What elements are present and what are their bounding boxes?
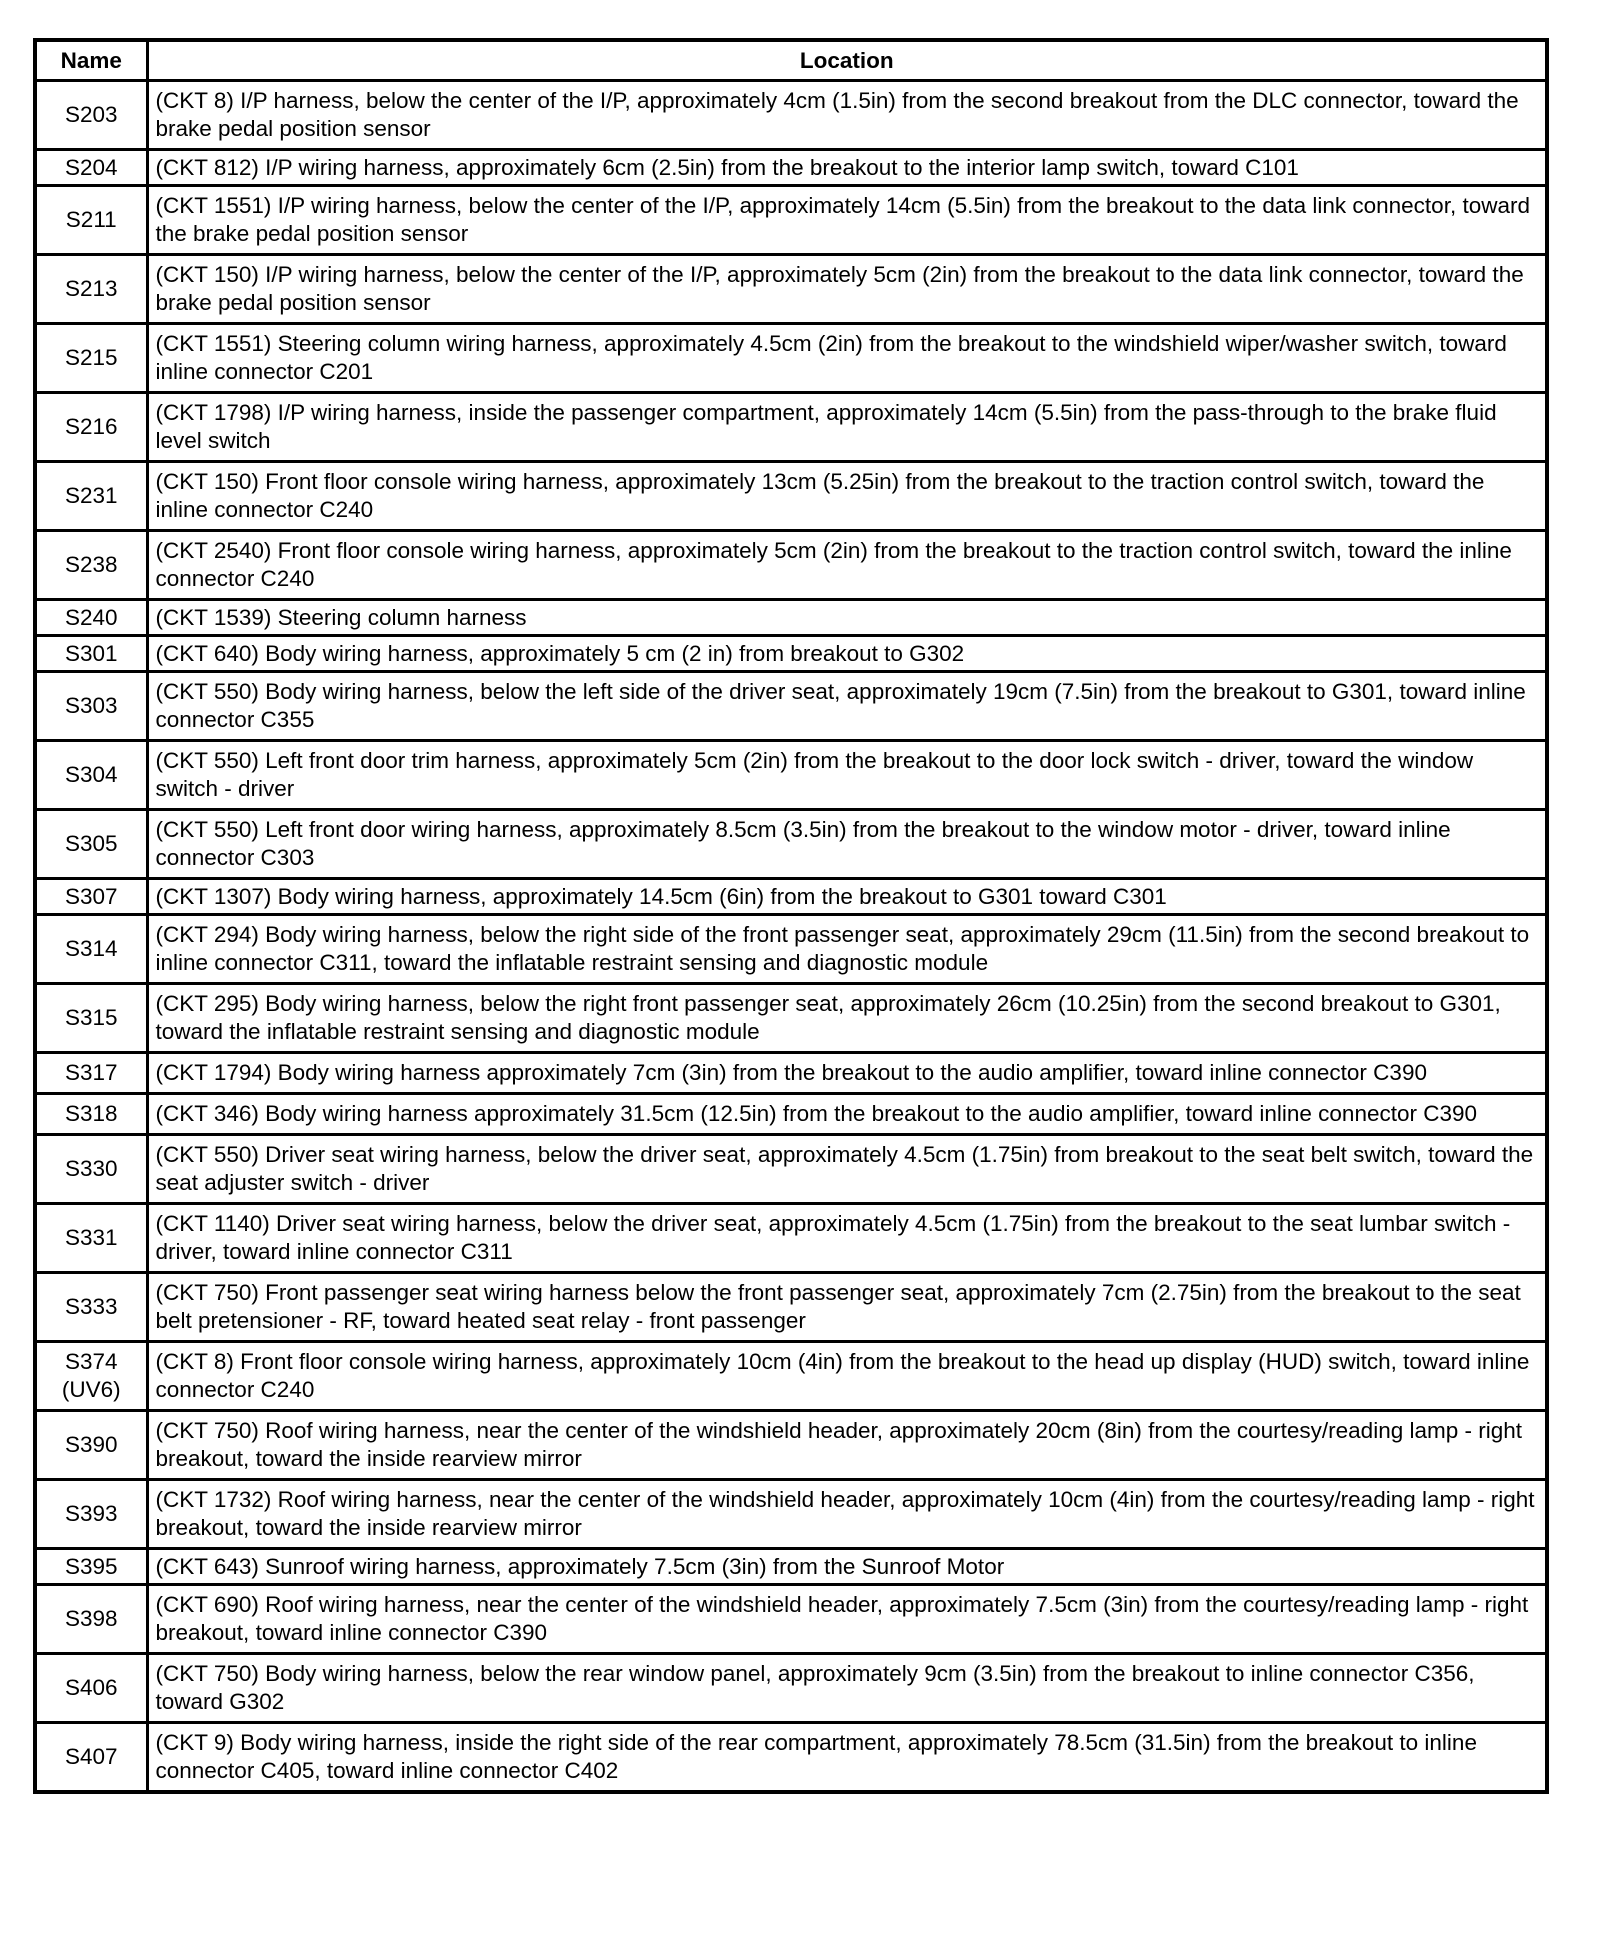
splice-location-cell: (CKT 8) Front floor console wiring harness, approximately 10cm (4in) from the breakout to the head up display (HUD) switch, toward inline connector C240 — [147, 1342, 1547, 1411]
splice-name: S374 — [64, 1349, 118, 1374]
splice-name-cell — [35, 879, 147, 915]
splice-location-cell: (CKT 550) Left front door trim harness, approximately 5cm (2in) from the breakout to the door lock switch - driver, toward the window switch - driver — [147, 741, 1547, 810]
table-row — [35, 531, 1547, 600]
splice-name: S211 — [65, 207, 117, 232]
table-row — [35, 1654, 1547, 1723]
splice-location-cell: (CKT 346) Body wiring harness approximately 31.5cm (12.5in) from the breakout to the audio amplifier, toward inline connector C390 — [147, 1094, 1547, 1135]
splice-name: S333 — [64, 1294, 118, 1319]
splice-name: S301 — [64, 640, 118, 666]
splice-name-cell — [35, 1053, 147, 1094]
splice-name: S307 — [64, 883, 118, 909]
splice-name: S238 — [64, 552, 118, 577]
table-row — [35, 879, 1547, 915]
splice-location-cell: (CKT 2540) Front floor console wiring harness, approximately 5cm (2in) from the breakout to the traction control switch, toward the inline connector C240 — [147, 531, 1547, 600]
splice-name-cell — [35, 393, 147, 462]
table-row — [35, 1723, 1547, 1793]
table-row — [35, 1585, 1547, 1654]
splice-name-cell — [35, 324, 147, 393]
splice-location-cell: (CKT 750) Roof wiring harness, near the center of the windshield header, approximately 20cm (8in) from the courtesy/reading lamp - right breakout, toward the inside rearview mirror — [147, 1411, 1547, 1480]
splice-name: S303 — [64, 693, 118, 718]
splice-location-cell: (CKT 294) Body wiring harness, below the right side of the front passenger seat, approximately 29cm (11.5in) from the second breakout to inline connector C311, toward the inflatable restraint sensing and diagnostic module — [147, 915, 1547, 984]
splice-location-cell: (CKT 1307) Body wiring harness, approximately 14.5cm (6in) from the breakout to G301 toward C301 — [147, 879, 1547, 915]
splice-location-cell: (CKT 1551) Steering column wiring harness, approximately 4.5cm (2in) from the breakout to the windshield wiper/washer switch, toward inline connector C201 — [147, 324, 1547, 393]
table-row — [35, 186, 1547, 255]
table-row — [35, 324, 1547, 393]
table-row — [35, 1411, 1547, 1480]
table-row — [35, 636, 1547, 672]
splice-name: S395 — [64, 1553, 118, 1579]
splice-location-cell: (CKT 1732) Roof wiring harness, near the center of the windshield header, approximately 10cm (4in) from the courtesy/reading lamp - right breakout, toward the inside rearview mirror — [147, 1480, 1547, 1549]
splice-name-cell — [35, 1585, 147, 1654]
splice-name-cell — [35, 810, 147, 879]
table-row — [35, 915, 1547, 984]
splice-location-cell: (CKT 690) Roof wiring harness, near the center of the windshield header, approximately 7.5cm (3in) from the courtesy/reading lamp - right breakout, toward inline connector C390 — [147, 1585, 1547, 1654]
splice-name-cell — [35, 150, 147, 186]
name-column-header: Name — [35, 40, 147, 81]
splice-location-table — [33, 38, 1549, 1794]
table-row — [35, 810, 1547, 879]
splice-name: S331 — [64, 1225, 118, 1250]
splice-name-cell — [35, 672, 147, 741]
splice-name-cell — [35, 1094, 147, 1135]
splice-location-cell: (CKT 1140) Driver seat wiring harness, below the driver seat, approximately 4.5cm (1.75in) from the breakout to the seat lumbar switch - driver, toward inline connector C311 — [147, 1204, 1547, 1273]
table-row — [35, 600, 1547, 636]
splice-name-cell — [35, 1204, 147, 1273]
table-row — [35, 1480, 1547, 1549]
splice-name: S213 — [64, 276, 118, 301]
splice-name-cell — [35, 1549, 147, 1585]
splice-name-cell — [35, 1723, 147, 1793]
table-row — [35, 984, 1547, 1053]
splice-name-cell — [35, 636, 147, 672]
splice-location-cell: (CKT 9) Body wiring harness, inside the right side of the rear compartment, approximately 78.5cm (31.5in) from the breakout to inline connector C405, toward inline connector C402 — [147, 1723, 1547, 1793]
splice-name: S317 — [64, 1060, 118, 1085]
splice-name: S330 — [64, 1156, 118, 1181]
splice-name-cell — [35, 255, 147, 324]
splice-name: S240 — [64, 604, 118, 630]
splice-name: S407 — [64, 1744, 118, 1769]
table-row — [35, 1053, 1547, 1094]
splice-location-cell: (CKT 550) Body wiring harness, below the left side of the driver seat, approximately 19cm (7.5in) from the breakout to G301, toward inline connector C355 — [147, 672, 1547, 741]
table-row — [35, 255, 1547, 324]
splice-location-cell: (CKT 150) Front floor console wiring harness, approximately 13cm (5.25in) from the breakout to the traction control switch, toward the inline connector C240 — [147, 462, 1547, 531]
splice-name-cell — [35, 1273, 147, 1342]
splice-name: S406 — [64, 1675, 118, 1700]
splice-name-cell — [35, 600, 147, 636]
splice-name: S204 — [64, 154, 118, 180]
splice-location-cell: (CKT 295) Body wiring harness, below the right front passenger seat, approximately 26cm (10.25in) from the second breakout to G301, toward the inflatable restraint sensing and diagnostic module — [147, 984, 1547, 1053]
table-row — [35, 393, 1547, 462]
splice-name: S393 — [64, 1501, 118, 1526]
splice-location-cell: (CKT 550) Left front door wiring harness, approximately 8.5cm (3.5in) from the breakout to the window motor - driver, toward inline connector C303 — [147, 810, 1547, 879]
splice-name-cell — [35, 531, 147, 600]
splice-location-cell: (CKT 750) Body wiring harness, below the rear window panel, approximately 9cm (3.5in) from the breakout to inline connector C356, toward G302 — [147, 1654, 1547, 1723]
splice-name: S203 — [64, 102, 118, 127]
table-row — [35, 672, 1547, 741]
splice-name: S216 — [64, 414, 118, 439]
table-row — [35, 1135, 1547, 1204]
splice-name-cell — [35, 186, 147, 255]
splice-name-cell — [35, 1654, 147, 1723]
splice-location-cell: (CKT 750) Front passenger seat wiring harness below the front passenger seat, approximately 7cm (2.75in) from the breakout to the seat belt pretensioner - RF, toward heated seat relay - front passenger — [147, 1273, 1547, 1342]
table-row — [35, 1273, 1547, 1342]
splice-name-cell — [35, 1135, 147, 1204]
table-row — [35, 1204, 1547, 1273]
table-row — [35, 81, 1547, 150]
splice-name: S314 — [64, 936, 118, 961]
splice-name: S305 — [64, 831, 118, 856]
table-row — [35, 1094, 1547, 1135]
splice-name: S215 — [64, 345, 118, 370]
splice-name: S390 — [64, 1432, 118, 1457]
splice-location-cell: (CKT 643) Sunroof wiring harness, approximately 7.5cm (3in) from the Sunroof Motor — [147, 1549, 1547, 1585]
table-row — [35, 1342, 1547, 1411]
table-body — [35, 81, 1547, 1793]
splice-location-cell: (CKT 8) I/P harness, below the center of the I/P, approximately 4cm (1.5in) from the second breakout from the DLC connector, toward the brake pedal position sensor — [147, 81, 1547, 150]
table-row — [35, 741, 1547, 810]
table-row — [35, 150, 1547, 186]
splice-name-cell — [35, 1480, 147, 1549]
splice-location-cell: (CKT 1539) Steering column harness — [147, 600, 1547, 636]
table-header-row — [35, 40, 1547, 81]
splice-location-cell: (CKT 150) I/P wiring harness, below the center of the I/P, approximately 5cm (2in) from the breakout to the data link connector, toward the brake pedal position sensor — [147, 255, 1547, 324]
splice-name: S318 — [64, 1101, 118, 1126]
splice-location-cell: (CKT 1551) I/P wiring harness, below the center of the I/P, approximately 14cm (5.5in) from the breakout to the data link connector, toward the brake pedal position sensor — [147, 186, 1547, 255]
splice-name-cell — [35, 984, 147, 1053]
splice-location-cell: (CKT 1794) Body wiring harness approximately 7cm (3in) from the breakout to the audio amplifier, toward inline connector C390 — [147, 1053, 1547, 1094]
splice-name: S304 — [64, 762, 118, 787]
splice-name-cell — [35, 915, 147, 984]
splice-name-cell — [35, 462, 147, 531]
splice-option-code: (UV6) — [61, 1377, 121, 1402]
location-column-header: Location — [147, 40, 1547, 81]
splice-location-cell: (CKT 812) I/P wiring harness, approximately 6cm (2.5in) from the breakout to the interior lamp switch, toward C101 — [147, 150, 1547, 186]
table-row — [35, 1549, 1547, 1585]
table-row — [35, 462, 1547, 531]
splice-name-cell — [35, 81, 147, 150]
splice-name: S315 — [64, 1005, 118, 1030]
splice-name-cell — [35, 1411, 147, 1480]
splice-name-cell — [35, 741, 147, 810]
splice-location-cell: (CKT 1798) I/P wiring harness, inside the passenger compartment, approximately 14cm (5.5in) from the pass-through to the brake fluid level switch — [147, 393, 1547, 462]
splice-name: S398 — [64, 1606, 118, 1631]
splice-name: S231 — [64, 483, 118, 508]
splice-name-cell — [35, 1342, 147, 1411]
splice-location-cell: (CKT 640) Body wiring harness, approximately 5 cm (2 in) from breakout to G302 — [147, 636, 1547, 672]
splice-location-cell: (CKT 550) Driver seat wiring harness, below the driver seat, approximately 4.5cm (1.75in) from breakout to the seat belt switch, toward the seat adjuster switch - driver — [147, 1135, 1547, 1204]
